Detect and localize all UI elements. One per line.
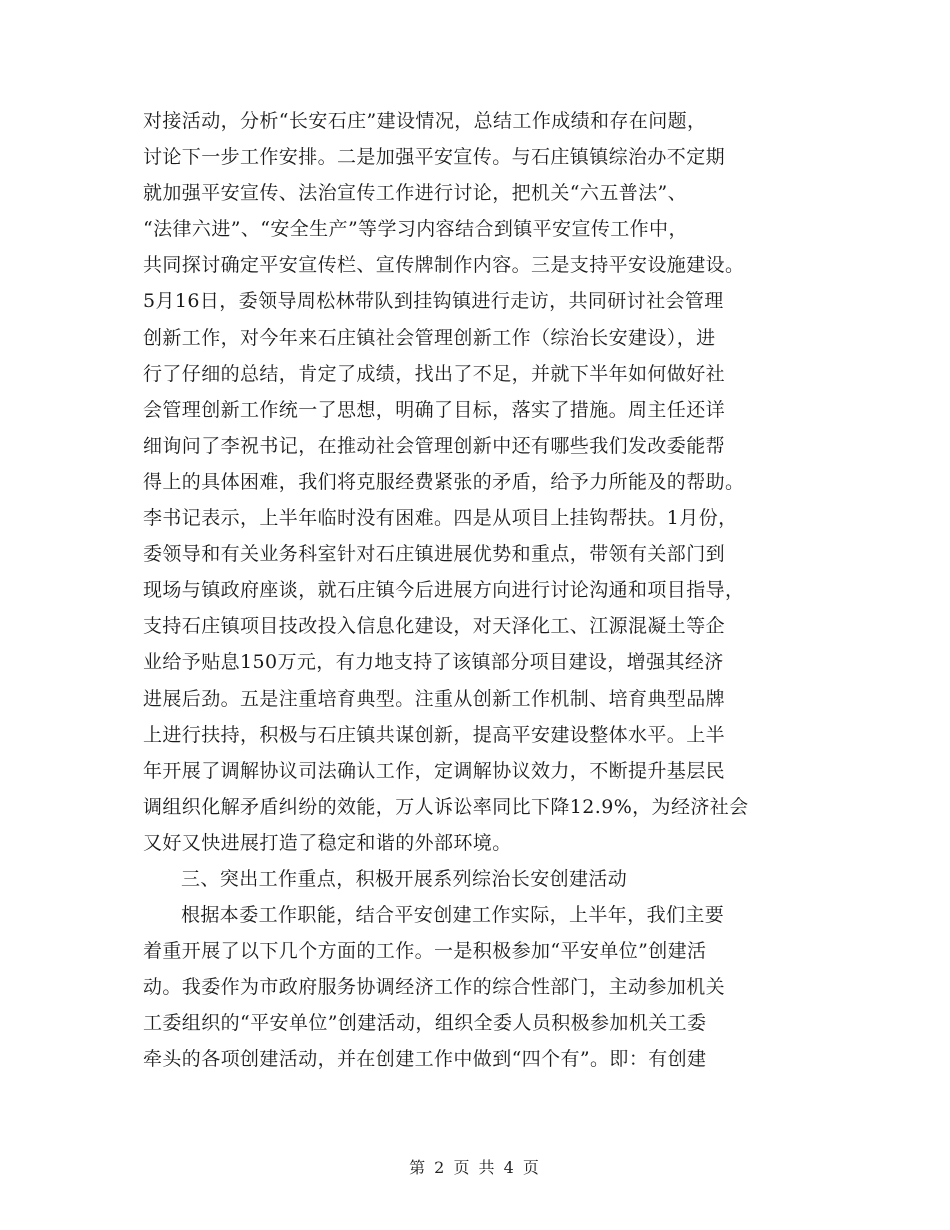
body-line: “法律六进”、“安全生产”等学习内容结合到镇平安宣传工作中， (143, 218, 688, 241)
body-line: 共同探讨确定平安宣传栏、宣传牌制作内容。三是支持平安设施建设。 (143, 254, 745, 277)
body-line: 委领导和有关业务科室针对石庄镇进展优势和重点，带领有关部门到 (143, 543, 726, 566)
body-line: 李书记表示，上半年临时没有困难。四是从项目上挂钩帮扶。1月份， (143, 507, 738, 530)
section-line: 牵头的各项创建活动，并在创建工作中做到“四个有”。即：有创建 (143, 1048, 707, 1071)
body-line: 调组织化解矛盾纠纷的效能，万人诉讼率同比下降12.9%，为经济社会 (143, 795, 749, 818)
body-line: 会管理创新工作统一了思想，明确了目标，落实了措施。周主任还详 (143, 398, 726, 421)
body-line: 创新工作，对今年来石庄镇社会管理创新工作（综治长安建设），进 (143, 326, 716, 349)
body-line: 又好又快进展打造了稳定和谐的外部环境。 (143, 831, 512, 854)
body-line: 年开展了调解协议司法确认工作，定调解协议效力，不断提升基层民 (143, 759, 726, 782)
document-body (143, 103, 808, 1078)
section-line: 工委组织的“平安单位”创建活动，组织全委人员积极参加机关工委 (143, 1012, 707, 1035)
body-line: 5月16日，委领导周松林带队到挂钩镇进行走访，共同研讨社会管理 (143, 290, 724, 313)
body-line: 就加强平安宣传、法治宣传工作进行讨论，把机关“六五普法”、 (143, 182, 688, 205)
body-line: 现场与镇政府座谈，就石庄镇今后进展方向进行讨论沟通和项目指导， (143, 579, 745, 602)
body-line: 进展后劲。五是注重培育典型。注重从创新工作机制、培育典型品牌 (143, 687, 726, 710)
body-line: 支持石庄镇项目技改投入信息化建设，对天泽化工、江源混凝土等企 (143, 615, 726, 638)
body-line: 讨论下一步工作安排。二是加强平安宣传。与石庄镇镇综治办不定期 (143, 146, 726, 169)
section-heading: 三、突出工作重点，积极开展系列综治长安创建活动 (181, 867, 628, 890)
body-line: 对接活动，分析“长安石庄”建设情况，总结工作成绩和存在问题， (143, 110, 707, 132)
section-line: 着重开展了以下几个方面的工作。一是积极参加“平安单位”创建活 (143, 940, 707, 963)
page-number-footer: 第 2 页 共 4 页 (409, 1158, 541, 1177)
body-line: 细询问了李祝书记，在推动社会管理创新中还有哪些我们发改委能帮 (143, 434, 726, 457)
body-line: 得上的具体困难，我们将克服经费紧张的矛盾，给予力所能及的帮助。 (143, 470, 745, 493)
section-line: 根据本委工作职能，结合平安创建工作实际，上半年，我们主要 (181, 904, 725, 927)
body-line: 行了仔细的总结，肯定了成绩，找出了不足，并就下半年如何做好社 (143, 362, 726, 385)
section-line: 动。我委作为市政府服务协调经济工作的综合性部门，主动参加机关 (143, 976, 726, 999)
body-line: 上进行扶持，积极与石庄镇共谋创新，提高平安建设整体水平。上半 (143, 723, 726, 746)
body-line: 业给予贴息150万元，有力地支持了该镇部分项目建设，增强其经济 (143, 651, 724, 674)
